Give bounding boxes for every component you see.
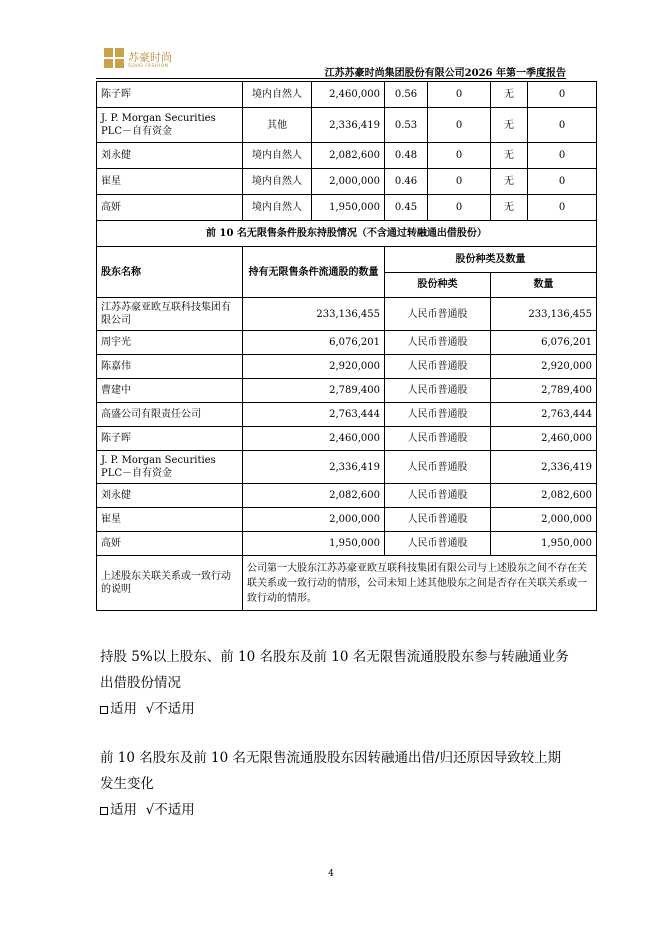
logo-mark-icon: [104, 48, 124, 68]
col-header-qty: 数量: [491, 272, 597, 298]
option-not-applicable: √不适用: [145, 802, 195, 818]
holder-pledge-qty: 0: [528, 108, 597, 143]
holder-shares: 2,460,000: [312, 82, 385, 108]
holder-nature: 境内自然人: [243, 169, 312, 195]
holder-name: J. P. Morgan Securities PLC－自有资金: [97, 108, 243, 143]
holder-name: 曹建中: [97, 379, 243, 403]
table-row: [97, 331, 597, 355]
share-qty: 2,920,000: [491, 355, 597, 379]
logo-text: 苏豪时尚: [128, 51, 172, 64]
holder-ratio: 0.48: [385, 143, 428, 169]
table-row: [97, 508, 597, 532]
option-applicable: 适用: [110, 701, 137, 717]
holder-restricted: 0: [428, 108, 491, 143]
holder-ratio: 0.53: [385, 108, 428, 143]
holder-nature: 境内自然人: [243, 195, 312, 221]
holder-ratio: 0.45: [385, 195, 428, 221]
holder-pledge-qty: 0: [528, 143, 597, 169]
col-header-type-group: 股份种类及数量: [385, 247, 597, 273]
relation-label: 上述股东关联关系或一致行动的说明: [97, 556, 243, 611]
table-row: [97, 451, 597, 484]
holder-name: 刘永健: [97, 484, 243, 508]
share-type: 人民币普通股: [385, 298, 491, 331]
share-qty: 2,763,444: [491, 403, 597, 427]
checkbox-icon: [100, 706, 108, 714]
holder-name: 陈子晖: [97, 427, 243, 451]
table-row: [97, 143, 597, 169]
share-qty: 2,789,400: [491, 379, 597, 403]
share-qty: 2,460,000: [491, 427, 597, 451]
option-applicable: 适用: [110, 802, 137, 818]
share-type: 人民币普通股: [385, 508, 491, 532]
header-row: [97, 247, 597, 273]
holder-pledge-status: 无: [491, 143, 528, 169]
checkbox-icon: [100, 807, 108, 815]
share-type: 人民币普通股: [385, 427, 491, 451]
logo-subtext: SOHO FASHION: [128, 64, 169, 69]
holder-pledge-qty: 0: [528, 195, 597, 221]
holder-pledge-qty: 0: [528, 169, 597, 195]
holder-shares: 1,950,000: [312, 195, 385, 221]
holder-name: 陈嘉伟: [97, 355, 243, 379]
holder-ratio: 0.56: [385, 82, 428, 108]
holder-unrestricted-shares: 2,789,400: [243, 379, 385, 403]
holder-name: 高盛公司有限责任公司: [97, 403, 243, 427]
holder-name: J. P. Morgan Securities PLC－自有资金: [97, 451, 243, 484]
holder-unrestricted-shares: 6,076,201: [243, 331, 385, 355]
holder-unrestricted-shares: 1,950,000: [243, 532, 385, 556]
header-divider: [96, 78, 566, 79]
share-type: 人民币普通股: [385, 379, 491, 403]
col-header-name: 股东名称: [97, 247, 243, 298]
holder-name: 高妍: [97, 532, 243, 556]
holder-name: 江苏苏豪亚欧互联科技集团有限公司: [97, 298, 243, 331]
holder-name: 周宇光: [97, 331, 243, 355]
share-type: 人民币普通股: [385, 451, 491, 484]
share-qty: 2,082,600: [491, 484, 597, 508]
table-row: [97, 298, 597, 331]
holder-restricted: 0: [428, 195, 491, 221]
holder-name: 陈子晖: [97, 82, 243, 108]
holder-name: 崔星: [97, 508, 243, 532]
holder-unrestricted-shares: 2,336,419: [243, 451, 385, 484]
col-header-shares: 持有无限售条件流通股的数量: [243, 247, 385, 298]
holder-unrestricted-shares: 2,082,600: [243, 484, 385, 508]
table-row: [97, 484, 597, 508]
option-not-applicable: √不适用: [145, 701, 195, 717]
holder-pledge-status: 无: [491, 169, 528, 195]
section-title: 前 10 名无限售条件股东持股情况（不含通过转融通出借股份）: [97, 221, 597, 247]
table-row: [97, 403, 597, 427]
share-type: 人民币普通股: [385, 355, 491, 379]
table-row: [97, 108, 597, 143]
table-row: [97, 169, 597, 195]
share-qty: 1,950,000: [491, 532, 597, 556]
share-type: 人民币普通股: [385, 484, 491, 508]
note-options: [100, 696, 570, 722]
holder-name: 崔星: [97, 169, 243, 195]
shareholders-table: [96, 81, 597, 611]
table-row: [97, 355, 597, 379]
holder-pledge-status: 无: [491, 108, 528, 143]
holder-unrestricted-shares: 2,000,000: [243, 508, 385, 532]
section-title-row: [97, 221, 597, 247]
col-header-type: 股份种类: [385, 272, 491, 298]
note-securities-lending: [100, 644, 570, 722]
share-qty: 6,076,201: [491, 331, 597, 355]
holder-ratio: 0.46: [385, 169, 428, 195]
share-qty: 2,000,000: [491, 508, 597, 532]
relation-text: 公司第一大股东江苏苏豪亚欧互联科技集团有限公司与上述股东之间不存在关联关系或一致行动的情形，公司未知上述其他股东之间是否存在关联关系或一致行动的情形。: [243, 556, 597, 611]
holder-nature: 境内自然人: [243, 82, 312, 108]
holder-name: 刘永健: [97, 143, 243, 169]
holder-shares: 2,082,600: [312, 143, 385, 169]
holder-restricted: 0: [428, 169, 491, 195]
holder-restricted: 0: [428, 143, 491, 169]
table-row: [97, 532, 597, 556]
report-title: 江苏苏豪时尚集团股份有限公司2026 年第一季度报告: [324, 68, 566, 79]
table-row: [97, 195, 597, 221]
holder-restricted: 0: [428, 82, 491, 108]
company-logo: [104, 46, 184, 76]
share-type: 人民币普通股: [385, 331, 491, 355]
holder-shares: 2,336,419: [312, 108, 385, 143]
note-text: 持股 5%以上股东、前 10 名股东及前 10 名无限售流通股股东参与转融通业务出借股份情况: [100, 649, 569, 691]
share-qty: 2,336,419: [491, 451, 597, 484]
table-row: [97, 427, 597, 451]
note-lending-change: [100, 745, 570, 823]
table-row: [97, 82, 597, 108]
note-options: [100, 797, 570, 823]
note-text: 前 10 名股东及前 10 名无限售流通股股东因转融通出借/归还原因导致较上期发生变化: [100, 750, 562, 792]
relation-row: [97, 556, 597, 611]
holder-pledge-status: 无: [491, 195, 528, 221]
share-qty: 233,136,455: [491, 298, 597, 331]
holder-nature: 其他: [243, 108, 312, 143]
table-row: [97, 379, 597, 403]
holder-pledge-qty: 0: [528, 82, 597, 108]
holder-shares: 2,000,000: [312, 169, 385, 195]
holder-name: 高妍: [97, 195, 243, 221]
share-type: 人民币普通股: [385, 532, 491, 556]
holder-unrestricted-shares: 233,136,455: [243, 298, 385, 331]
holder-unrestricted-shares: 2,763,444: [243, 403, 385, 427]
page-number: 4: [328, 869, 334, 879]
holder-unrestricted-shares: 2,460,000: [243, 427, 385, 451]
holder-unrestricted-shares: 2,920,000: [243, 355, 385, 379]
share-type: 人民币普通股: [385, 403, 491, 427]
holder-nature: 境内自然人: [243, 143, 312, 169]
holder-pledge-status: 无: [491, 82, 528, 108]
